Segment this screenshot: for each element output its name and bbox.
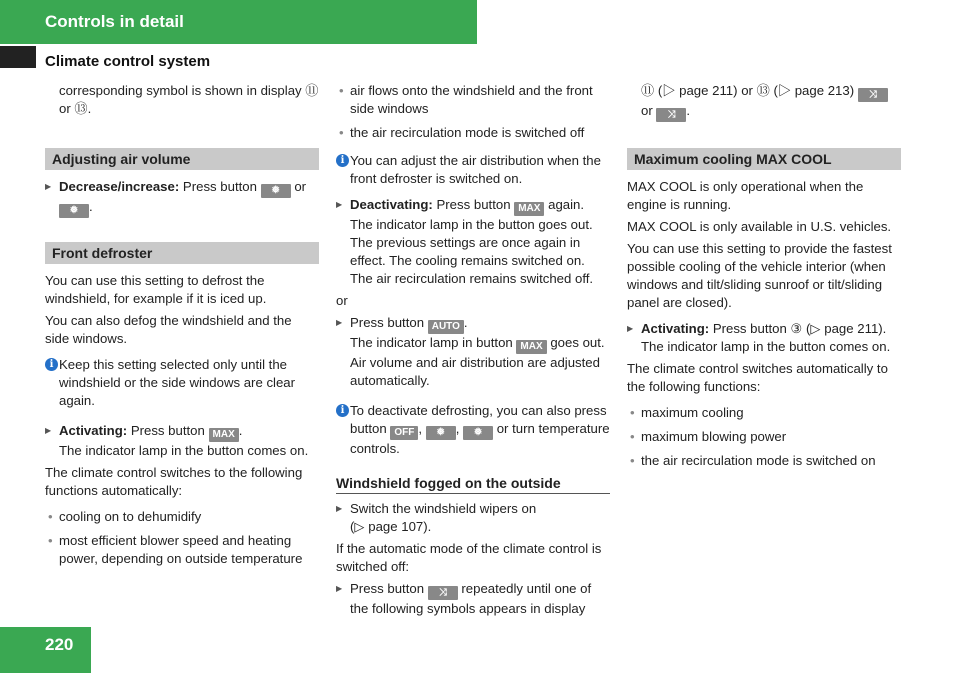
fan-increase-key-icon: ❅ [463, 426, 493, 440]
info-icon: i [45, 358, 58, 371]
display-symbols-text: ⑪ (▷ page 211) or ⑬ (▷ page 213) ⤨ or ⤨ . [627, 82, 901, 122]
or-text: or [336, 293, 348, 308]
page-number-box [0, 627, 91, 673]
chapter-header [0, 0, 477, 44]
triangle-icon: ▷ [662, 83, 676, 98]
list-item: • air flows onto the windshield and the front side windows [336, 82, 610, 118]
column-3 [627, 82, 901, 476]
air-distribution-symbol-icon: ⤨ [858, 88, 888, 102]
triangle-icon: ▷ [810, 321, 821, 336]
step-press-distribution: ▶ Press button ⤨ repeatedly until one of the following symbols appears in display [336, 580, 610, 618]
list-item: • maximum blowing power [627, 428, 901, 446]
defrost-max-key-icon: MAX [514, 202, 544, 216]
front-defroster-p2: You can also defog the windshield and the side windows. [45, 313, 292, 346]
info-icon: i [336, 404, 349, 417]
circle-11-icon: ⑪ [641, 83, 655, 98]
step-decrease-increase: ▶ Decrease/increase: Press button ❅ or ❅ . [45, 178, 319, 218]
air-distribution-key-icon: ⤨ [428, 586, 458, 600]
circle-11-icon: ⑪ [305, 83, 319, 98]
info-note-deactivate-defrosting: i To deactivate defrosting, you can also press button OFF , ❅ , ❅ or turn temperature controls. [336, 402, 610, 458]
heading-windshield-fogged: Windshield fogged on the outside [336, 474, 610, 494]
intro-text: corresponding symbol is shown in display ⑪ or ⑬. [59, 83, 319, 116]
fan-decrease-key-icon: ❅ [426, 426, 456, 440]
fan-decrease-key-icon: ❅ [261, 184, 291, 198]
info-note-keep-setting: i Keep this setting selected only until the windshield or the side windows are clear again. [45, 356, 319, 410]
list-item: • cooling on to dehumidify [45, 508, 319, 526]
column-1 [45, 82, 319, 574]
section-marker [0, 46, 36, 68]
heading-max-cool: Maximum cooling MAX COOL [627, 148, 901, 170]
step-activating-defroster: ▶ Activating: Press button MAX . The indicator lamp in the button comes on. [45, 422, 319, 460]
list-item: • most efficient blower speed and heating power, depending on outside temperature [45, 532, 319, 568]
air-distribution-symbol-icon: ⤨ [656, 108, 686, 122]
heading-front-defroster: Front defroster [45, 242, 319, 264]
max-cool-p4: The climate control switches automatically to the following functions: [627, 361, 888, 394]
step-switch-wipers: ▶ Switch the windshield wipers on (▷ page 107). [336, 500, 610, 536]
off-key-icon: OFF [390, 426, 418, 440]
step-press-auto: ▶ Press button AUTO . The indicator lamp in button MAX goes out. Air volume and air distribution are adjusted automatically. [336, 314, 610, 390]
section-title: Climate control system [45, 53, 211, 70]
list-item: • maximum cooling [627, 404, 901, 422]
chapter-title: Controls in detail [45, 12, 184, 31]
triangle-icon: ▷ [777, 83, 792, 98]
list-item: • the air recirculation mode is switched off [336, 124, 610, 142]
front-defroster-p3: The climate control switches to the following functions automatically: [45, 465, 303, 498]
defrost-max-key-icon: MAX [209, 428, 239, 442]
page-number: 220 [45, 635, 74, 654]
step-deactivating-defroster: ▶ Deactivating: Press button MAX again. The indicator lamp in the button goes out. The previous settings are once again in effect. The cooling remains switched on. The air recirculation remains switched off. [336, 196, 610, 288]
front-defroster-p1: You can use this setting to defrost the windshield, for example if it is iced up. [45, 273, 267, 306]
list-item: • the air recirculation mode is switched on [627, 452, 901, 470]
triangle-icon: ▷ [354, 519, 365, 534]
circle-13-icon: ⑬ [74, 101, 88, 116]
max-cool-p3: You can use this setting to provide the fastest possible cooling of the vehicle interior (when windows and tilt/sliding sunroof or tilt/sliding panel are closed). [627, 241, 892, 310]
circle-13-icon: ⑬ [756, 83, 770, 98]
fogged-p1: If the automatic mode of the climate control is switched off: [336, 541, 602, 574]
auto-key-icon: AUTO [428, 320, 464, 334]
step-activating-max-cool: ▶ Activating: Press button ③ (▷ page 211). The indicator lamp in the button comes on. [627, 320, 901, 356]
defrost-max-key-icon: MAX [516, 340, 546, 354]
info-note-air-distribution: i You can adjust the air distribution when the front defroster is switched on. [336, 152, 610, 188]
max-cool-p1: MAX COOL is only operational when the engine is running. [627, 179, 864, 212]
max-cool-p2: MAX COOL is only available in U.S. vehicles. [627, 219, 892, 234]
info-icon: i [336, 154, 349, 167]
fan-increase-key-icon: ❅ [59, 204, 89, 218]
column-2 [336, 82, 610, 622]
circle-3-icon: ③ [790, 321, 803, 336]
heading-adjusting-air-volume: Adjusting air volume [45, 148, 319, 170]
